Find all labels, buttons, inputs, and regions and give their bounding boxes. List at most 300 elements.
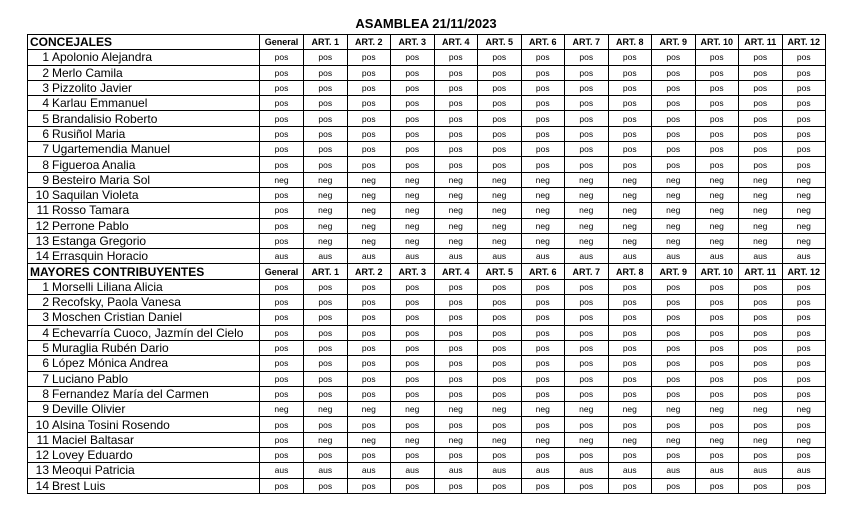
column-header: ART. 12: [782, 264, 826, 279]
vote-cell: pos: [521, 65, 565, 80]
vote-cell: pos: [260, 96, 304, 111]
vote-cell: pos: [652, 50, 696, 65]
table-row: [28, 142, 826, 157]
vote-cell: pos: [565, 417, 609, 432]
vote-cell: neg: [478, 187, 522, 202]
vote-cell: neg: [260, 402, 304, 417]
vote-cell: neg: [434, 172, 478, 187]
column-header: ART. 8: [608, 35, 652, 50]
vote-cell: aus: [565, 249, 609, 264]
vote-cell: neg: [347, 187, 391, 202]
vote-cell: pos: [347, 157, 391, 172]
vote-cell: pos: [391, 80, 435, 95]
section-header-row: [28, 264, 826, 279]
vote-cell: neg: [782, 402, 826, 417]
vote-cell: pos: [434, 386, 478, 401]
vote-cell: pos: [260, 65, 304, 80]
vote-cell: pos: [260, 187, 304, 202]
vote-cell: pos: [391, 325, 435, 340]
vote-cell: neg: [739, 218, 783, 233]
vote-cell: pos: [391, 279, 435, 294]
vote-cell: pos: [695, 325, 739, 340]
member-name: Karlau Emmanuel: [50, 96, 260, 111]
vote-cell: aus: [304, 463, 348, 478]
vote-cell: pos: [304, 478, 348, 493]
vote-cell: pos: [565, 111, 609, 126]
vote-cell: pos: [304, 417, 348, 432]
vote-cell: pos: [260, 218, 304, 233]
vote-cell: aus: [652, 249, 696, 264]
member-name: Luciano Pablo: [50, 371, 260, 386]
vote-cell: pos: [739, 279, 783, 294]
vote-cell: pos: [782, 65, 826, 80]
vote-cell: pos: [304, 356, 348, 371]
vote-cell: aus: [434, 249, 478, 264]
vote-cell: pos: [304, 325, 348, 340]
vote-cell: pos: [782, 50, 826, 65]
table-row: [28, 463, 826, 478]
vote-cell: pos: [347, 310, 391, 325]
vote-cell: neg: [434, 432, 478, 447]
vote-cell: pos: [521, 111, 565, 126]
vote-cell: pos: [695, 340, 739, 355]
column-header: ART. 2: [347, 35, 391, 50]
table-row: [28, 371, 826, 386]
column-header: ART. 5: [478, 35, 522, 50]
vote-cell: pos: [478, 417, 522, 432]
vote-cell: pos: [608, 295, 652, 310]
vote-cell: pos: [695, 478, 739, 493]
vote-cell: pos: [434, 157, 478, 172]
vote-cell: pos: [391, 157, 435, 172]
vote-cell: pos: [304, 65, 348, 80]
vote-cell: pos: [260, 386, 304, 401]
vote-cell: pos: [521, 310, 565, 325]
vote-cell: pos: [695, 356, 739, 371]
vote-cell: pos: [304, 80, 348, 95]
vote-cell: pos: [652, 448, 696, 463]
vote-cell: pos: [608, 65, 652, 80]
vote-cell: neg: [478, 233, 522, 248]
vote-cell: neg: [434, 402, 478, 417]
vote-cell: pos: [347, 65, 391, 80]
vote-cell: pos: [304, 279, 348, 294]
table-row: [28, 402, 826, 417]
vote-cell: aus: [739, 249, 783, 264]
vote-cell: neg: [739, 187, 783, 202]
vote-cell: pos: [478, 50, 522, 65]
vote-cell: pos: [782, 126, 826, 141]
vote-cell: neg: [391, 187, 435, 202]
vote-cell: pos: [478, 96, 522, 111]
table-row: [28, 386, 826, 401]
table-row: [28, 478, 826, 493]
vote-cell: pos: [434, 295, 478, 310]
vote-cell: pos: [782, 386, 826, 401]
vote-cell: pos: [521, 279, 565, 294]
vote-cell: pos: [434, 310, 478, 325]
vote-cell: pos: [565, 157, 609, 172]
vote-cell: neg: [608, 187, 652, 202]
vote-cell: pos: [521, 96, 565, 111]
vote-cell: pos: [739, 111, 783, 126]
vote-cell: neg: [608, 172, 652, 187]
vote-cell: pos: [782, 448, 826, 463]
vote-cell: pos: [478, 386, 522, 401]
vote-cell: pos: [391, 142, 435, 157]
vote-cell: neg: [434, 218, 478, 233]
vote-cell: neg: [782, 432, 826, 447]
vote-cell: neg: [391, 218, 435, 233]
vote-cell: neg: [739, 203, 783, 218]
vote-cell: aus: [347, 463, 391, 478]
vote-cell: neg: [782, 187, 826, 202]
vote-cell: neg: [739, 402, 783, 417]
row-number: 2: [28, 295, 51, 310]
vote-cell: neg: [347, 402, 391, 417]
vote-cell: pos: [782, 356, 826, 371]
vote-cell: pos: [652, 96, 696, 111]
vote-cell: pos: [608, 157, 652, 172]
vote-cell: pos: [260, 279, 304, 294]
vote-cell: pos: [521, 371, 565, 386]
column-header: ART. 7: [565, 264, 609, 279]
column-header: ART. 10: [695, 264, 739, 279]
vote-cell: pos: [347, 478, 391, 493]
vote-cell: pos: [652, 279, 696, 294]
vote-cell: pos: [478, 371, 522, 386]
vote-cell: neg: [391, 172, 435, 187]
vote-cell: pos: [304, 142, 348, 157]
vote-cell: pos: [652, 478, 696, 493]
vote-cell: pos: [695, 157, 739, 172]
table-row: [28, 187, 826, 202]
vote-cell: neg: [347, 233, 391, 248]
row-number: 8: [28, 157, 51, 172]
vote-cell: neg: [347, 172, 391, 187]
vote-cell: neg: [608, 402, 652, 417]
member-name: Brest Luis: [50, 478, 260, 493]
vote-cell: pos: [478, 65, 522, 80]
vote-cell: pos: [260, 478, 304, 493]
member-name: Meoqui Patricia: [50, 463, 260, 478]
vote-cell: pos: [304, 371, 348, 386]
vote-cell: pos: [347, 448, 391, 463]
vote-cell: pos: [695, 295, 739, 310]
row-number: 10: [28, 187, 51, 202]
table-row: [28, 111, 826, 126]
vote-cell: neg: [608, 203, 652, 218]
vote-cell: pos: [521, 325, 565, 340]
table-row: [28, 96, 826, 111]
vote-cell: neg: [652, 203, 696, 218]
vote-cell: pos: [434, 371, 478, 386]
vote-cell: pos: [695, 371, 739, 386]
vote-cell: pos: [565, 65, 609, 80]
column-header: ART. 11: [739, 35, 783, 50]
vote-cell: pos: [608, 80, 652, 95]
vote-cell: pos: [739, 80, 783, 95]
member-name: Morselli Liliana Alicia: [50, 279, 260, 294]
vote-cell: aus: [304, 249, 348, 264]
vote-cell: pos: [695, 50, 739, 65]
vote-cell: neg: [565, 402, 609, 417]
vote-cell: pos: [782, 96, 826, 111]
vote-cell: pos: [652, 142, 696, 157]
vote-cell: pos: [739, 386, 783, 401]
member-name: Deville Olivier: [50, 402, 260, 417]
row-number: 4: [28, 325, 51, 340]
vote-cell: pos: [739, 295, 783, 310]
vote-cell: neg: [434, 203, 478, 218]
vote-cell: pos: [434, 279, 478, 294]
vote-cell: pos: [565, 96, 609, 111]
vote-cell: pos: [347, 386, 391, 401]
vote-cell: aus: [565, 463, 609, 478]
member-name: Recofsky, Paola Vanesa: [50, 295, 260, 310]
vote-cell: pos: [782, 157, 826, 172]
vote-cell: aus: [739, 463, 783, 478]
table-row: [28, 448, 826, 463]
vote-cell: aus: [478, 463, 522, 478]
vote-cell: pos: [695, 126, 739, 141]
vote-cell: pos: [739, 356, 783, 371]
vote-cell: pos: [695, 386, 739, 401]
vote-cell: pos: [739, 417, 783, 432]
vote-cell: pos: [608, 126, 652, 141]
section-header-row: [28, 35, 826, 50]
vote-cell: neg: [652, 187, 696, 202]
vote-cell: pos: [652, 371, 696, 386]
vote-cell: neg: [565, 172, 609, 187]
vote-cell: pos: [391, 386, 435, 401]
member-name: Fernandez María del Carmen: [50, 386, 260, 401]
row-number: 4: [28, 96, 51, 111]
vote-cell: neg: [260, 172, 304, 187]
vote-cell: pos: [434, 340, 478, 355]
vote-cell: pos: [478, 111, 522, 126]
vote-cell: pos: [304, 96, 348, 111]
vote-cell: pos: [304, 386, 348, 401]
column-header: ART. 1: [304, 264, 348, 279]
vote-cell: pos: [391, 295, 435, 310]
vote-cell: neg: [304, 172, 348, 187]
vote-cell: pos: [739, 65, 783, 80]
vote-cell: pos: [739, 157, 783, 172]
vote-cell: neg: [565, 203, 609, 218]
vote-cell: neg: [565, 432, 609, 447]
row-number: 10: [28, 417, 51, 432]
vote-cell: pos: [652, 325, 696, 340]
vote-cell: pos: [565, 478, 609, 493]
vote-cell: neg: [521, 218, 565, 233]
vote-cell: pos: [652, 157, 696, 172]
vote-cell: pos: [608, 142, 652, 157]
row-number: 12: [28, 218, 51, 233]
vote-cell: pos: [521, 142, 565, 157]
vote-cell: neg: [652, 402, 696, 417]
vote-cell: pos: [434, 65, 478, 80]
vote-cell: pos: [434, 111, 478, 126]
table-row: [28, 417, 826, 432]
table-row: [28, 249, 826, 264]
vote-cell: neg: [565, 187, 609, 202]
vote-cell: pos: [260, 295, 304, 310]
vote-cell: pos: [304, 295, 348, 310]
vote-cell: pos: [782, 371, 826, 386]
vote-cell: pos: [739, 50, 783, 65]
vote-cell: pos: [260, 371, 304, 386]
vote-cell: pos: [565, 279, 609, 294]
vote-cell: pos: [652, 310, 696, 325]
vote-cell: pos: [695, 279, 739, 294]
table-row: [28, 126, 826, 141]
vote-cell: neg: [695, 187, 739, 202]
vote-cell: neg: [695, 233, 739, 248]
vote-cell: pos: [565, 310, 609, 325]
vote-cell: pos: [304, 50, 348, 65]
member-name: Figueroa Analia: [50, 157, 260, 172]
vote-cell: pos: [608, 386, 652, 401]
vote-cell: pos: [565, 340, 609, 355]
vote-cell: pos: [521, 50, 565, 65]
vote-cell: pos: [565, 80, 609, 95]
table-row: [28, 340, 826, 355]
vote-cell: pos: [782, 279, 826, 294]
vote-cell: neg: [565, 218, 609, 233]
vote-cell: pos: [782, 142, 826, 157]
vote-cell: pos: [521, 448, 565, 463]
vote-cell: pos: [434, 80, 478, 95]
vote-cell: pos: [391, 417, 435, 432]
vote-cell: aus: [347, 249, 391, 264]
vote-cell: pos: [521, 80, 565, 95]
vote-cell: pos: [695, 142, 739, 157]
row-number: 7: [28, 371, 51, 386]
row-number: 6: [28, 126, 51, 141]
vote-cell: neg: [565, 233, 609, 248]
vote-cell: pos: [434, 478, 478, 493]
vote-cell: pos: [391, 340, 435, 355]
row-number: 5: [28, 111, 51, 126]
vote-cell: pos: [391, 50, 435, 65]
vote-cell: pos: [565, 371, 609, 386]
vote-cell: aus: [695, 249, 739, 264]
vote-cell: pos: [565, 325, 609, 340]
vote-cell: pos: [260, 325, 304, 340]
vote-cell: pos: [478, 478, 522, 493]
vote-cell: aus: [521, 249, 565, 264]
vote-cell: pos: [521, 386, 565, 401]
vote-cell: neg: [608, 233, 652, 248]
vote-cell: pos: [608, 417, 652, 432]
vote-cell: pos: [478, 448, 522, 463]
vote-cell: pos: [652, 65, 696, 80]
column-header: ART. 11: [739, 264, 783, 279]
member-name: Perrone Pablo: [50, 218, 260, 233]
vote-cell: pos: [782, 340, 826, 355]
vote-cell: neg: [434, 233, 478, 248]
vote-cell: aus: [260, 249, 304, 264]
vote-cell: neg: [304, 218, 348, 233]
vote-cell: pos: [260, 310, 304, 325]
vote-cell: pos: [347, 126, 391, 141]
row-number: 8: [28, 386, 51, 401]
vote-cell: pos: [521, 478, 565, 493]
vote-cell: pos: [521, 295, 565, 310]
vote-cell: pos: [782, 111, 826, 126]
vote-cell: pos: [478, 340, 522, 355]
vote-cell: pos: [608, 111, 652, 126]
row-number: 14: [28, 249, 51, 264]
vote-cell: neg: [304, 402, 348, 417]
vote-cell: neg: [608, 432, 652, 447]
row-number: 6: [28, 356, 51, 371]
table-row: [28, 325, 826, 340]
vote-cell: neg: [695, 432, 739, 447]
vote-cell: pos: [695, 417, 739, 432]
vote-cell: pos: [652, 80, 696, 95]
vote-cell: aus: [391, 249, 435, 264]
column-header: ART. 4: [434, 35, 478, 50]
member-name: Brandalisio Roberto: [50, 111, 260, 126]
vote-cell: pos: [782, 325, 826, 340]
vote-cell: pos: [608, 325, 652, 340]
row-number: 13: [28, 463, 51, 478]
row-number: 1: [28, 279, 51, 294]
vote-cell: pos: [478, 325, 522, 340]
column-header: ART. 1: [304, 35, 348, 50]
column-header: ART. 9: [652, 264, 696, 279]
vote-cell: aus: [695, 463, 739, 478]
vote-cell: neg: [521, 203, 565, 218]
vote-cell: pos: [782, 80, 826, 95]
member-name: López Mónica Andrea: [50, 356, 260, 371]
row-number: 13: [28, 233, 51, 248]
vote-cell: pos: [347, 356, 391, 371]
vote-cell: neg: [521, 187, 565, 202]
member-name: Saquilan Violeta: [50, 187, 260, 202]
vote-cell: pos: [521, 356, 565, 371]
vote-cell: neg: [695, 402, 739, 417]
vote-cell: pos: [434, 126, 478, 141]
vote-cell: neg: [347, 203, 391, 218]
vote-cell: pos: [652, 295, 696, 310]
vote-cell: neg: [304, 432, 348, 447]
table-row: [28, 203, 826, 218]
vote-cell: pos: [260, 233, 304, 248]
vote-cell: pos: [260, 142, 304, 157]
vote-cell: pos: [521, 417, 565, 432]
vote-cell: pos: [608, 340, 652, 355]
vote-cell: pos: [565, 448, 609, 463]
vote-cell: neg: [782, 218, 826, 233]
vote-cell: neg: [347, 432, 391, 447]
vote-cell: neg: [782, 233, 826, 248]
vote-cell: pos: [391, 448, 435, 463]
vote-cell: pos: [782, 417, 826, 432]
table-row: [28, 295, 826, 310]
vote-cell: neg: [304, 233, 348, 248]
vote-cell: pos: [260, 80, 304, 95]
vote-cell: pos: [695, 448, 739, 463]
vote-cell: aus: [521, 463, 565, 478]
vote-cell: pos: [391, 111, 435, 126]
vote-cell: pos: [739, 478, 783, 493]
vote-cell: neg: [695, 203, 739, 218]
vote-cell: pos: [434, 142, 478, 157]
vote-cell: neg: [739, 432, 783, 447]
